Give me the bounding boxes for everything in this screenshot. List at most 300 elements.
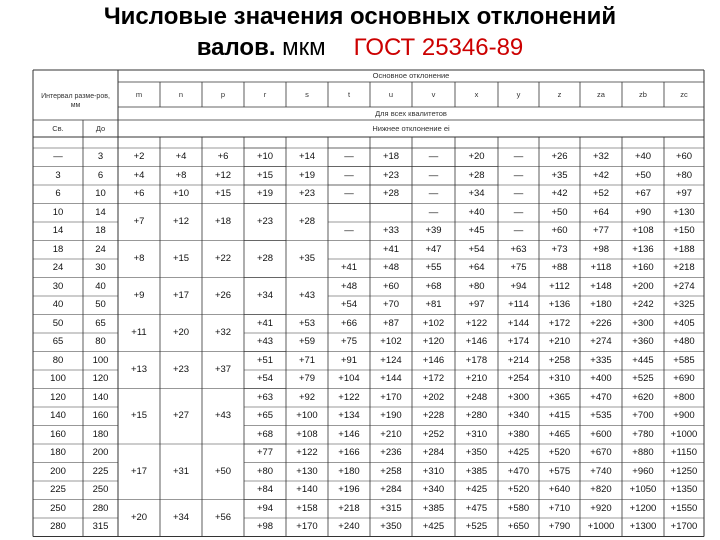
value-z: +640 (548, 484, 571, 496)
value-zb: +1200 (629, 502, 657, 514)
value-x: +425 (465, 484, 488, 496)
value-u: +60 (382, 280, 400, 292)
value-t: +75 (340, 336, 358, 348)
value-t: +54 (340, 299, 358, 311)
value-zc: +800 (673, 391, 695, 403)
interval-to: 250 (92, 484, 109, 496)
value-zc: +150 (673, 225, 695, 237)
page-title: Числовые значения основных отклонений (103, 3, 617, 30)
interval-to: 280 (92, 502, 109, 514)
value-r: +98 (256, 521, 274, 533)
interval-to: 18 (95, 225, 106, 237)
interval-from: 180 (50, 447, 66, 459)
value-zb: +360 (632, 336, 654, 348)
value-zb: +90 (634, 206, 652, 218)
value-r: +65 (256, 410, 274, 422)
interval-from: 120 (50, 391, 66, 403)
value-za: +535 (590, 410, 612, 422)
value-zb: +445 (632, 354, 654, 366)
units-label: мкм (275, 34, 326, 61)
value-s: +14 (298, 151, 316, 163)
letter-header: s (305, 90, 309, 99)
lower-header: Нижнее отклонение ei (372, 123, 450, 133)
value-zb: +700 (632, 410, 654, 422)
value-n: +20 (172, 327, 190, 338)
value-m: +2 (133, 151, 145, 163)
value-p: +43 (214, 410, 232, 422)
value-u: +102 (380, 336, 402, 348)
value-y: +380 (507, 428, 530, 440)
value-t: +66 (340, 317, 358, 329)
value-x: +64 (468, 262, 485, 274)
value-zc: +1550 (670, 502, 698, 514)
value-u: +70 (382, 299, 400, 311)
value-y: +254 (507, 373, 530, 385)
value-v: — (428, 188, 439, 200)
value-za: +1000 (587, 521, 615, 533)
value-s: +130 (296, 465, 318, 477)
value-r: +54 (256, 373, 274, 385)
interval-to: 50 (95, 299, 106, 311)
value-s: +23 (298, 188, 316, 200)
value-v: +310 (422, 465, 445, 477)
interval-from: 140 (50, 410, 66, 422)
interval-to: 140 (92, 391, 109, 403)
value-v: — (428, 151, 439, 163)
interval-from: 30 (52, 280, 64, 292)
value-y: +114 (508, 299, 529, 311)
value-p: +32 (214, 327, 232, 338)
value-zc: +1350 (670, 484, 698, 496)
value-y: — (513, 206, 524, 218)
interval-to: 10 (95, 188, 106, 200)
letter-header: t (347, 90, 351, 99)
value-m: +8 (133, 253, 145, 264)
value-za: +32 (592, 151, 610, 163)
interval-from: 40 (52, 299, 64, 311)
value-y: +470 (507, 465, 530, 477)
letter-header: m (135, 90, 143, 99)
value-za: +470 (590, 391, 612, 403)
value-z: +112 (549, 280, 570, 292)
value-s: +28 (298, 216, 316, 227)
value-y: +63 (510, 243, 527, 255)
value-x: +350 (465, 447, 488, 459)
value-z: +520 (548, 447, 571, 459)
value-za: +670 (590, 447, 612, 459)
value-p: +50 (214, 465, 232, 477)
value-z: +258 (548, 354, 571, 366)
value-t: +122 (338, 391, 360, 403)
value-zb: +40 (634, 151, 652, 163)
value-t: — (344, 188, 354, 200)
value-x: +280 (465, 410, 488, 422)
value-z: +50 (551, 206, 568, 218)
value-y: +520 (507, 484, 530, 496)
value-zb: +50 (634, 169, 652, 181)
interval-to: 200 (92, 447, 109, 459)
value-r: +15 (256, 169, 274, 181)
interval-from: 3 (55, 169, 61, 181)
interval-to: 3 (97, 151, 104, 163)
value-x: +54 (468, 243, 485, 255)
value-p: +15 (214, 188, 232, 200)
value-y: +650 (507, 521, 530, 533)
interval-to: 160 (92, 410, 109, 422)
value-zb: +1300 (629, 521, 657, 533)
value-m: +4 (133, 169, 145, 181)
value-zb: +620 (632, 391, 654, 403)
value-v: +81 (425, 299, 442, 311)
value-m: +11 (131, 327, 147, 338)
value-t: +218 (338, 502, 360, 514)
value-v: +202 (422, 391, 445, 403)
value-x: +40 (468, 206, 485, 218)
interval-from: 100 (50, 373, 66, 385)
value-zb: +780 (632, 428, 654, 440)
value-u: +170 (380, 391, 402, 403)
value-x: +34 (468, 188, 485, 200)
value-za: +274 (590, 336, 612, 348)
value-za: +920 (590, 502, 612, 514)
value-zb: +67 (634, 188, 652, 200)
value-s: +43 (298, 290, 316, 301)
value-p: +18 (214, 216, 232, 227)
value-zc: +218 (673, 262, 695, 274)
value-u: +315 (380, 502, 402, 514)
value-u: +48 (382, 262, 400, 274)
value-n: +23 (172, 364, 190, 375)
value-zc: +480 (673, 336, 695, 348)
letter-header: u (388, 90, 394, 99)
value-v: +252 (422, 428, 445, 440)
value-u: +190 (380, 410, 402, 422)
value-p: +37 (214, 364, 232, 375)
value-y: +174 (507, 336, 530, 348)
interval-to: 80 (95, 336, 106, 348)
interval-from: 200 (50, 465, 66, 477)
value-z: +365 (548, 391, 571, 403)
value-za: +42 (592, 169, 610, 181)
value-z: +710 (548, 502, 571, 514)
value-z: +35 (551, 169, 568, 181)
value-z: +210 (548, 336, 571, 348)
interval-from: 14 (52, 225, 64, 237)
value-r: +19 (256, 188, 274, 200)
value-n: +34 (172, 512, 190, 523)
value-r: +84 (256, 484, 274, 496)
value-zb: +525 (632, 373, 654, 385)
value-x: +28 (468, 169, 485, 181)
letter-header: y (516, 90, 521, 99)
value-z: +60 (551, 225, 568, 237)
interval-from: 250 (50, 502, 66, 514)
letter-header: r (263, 90, 267, 99)
value-z: +42 (551, 188, 568, 200)
value-s: +71 (298, 354, 316, 366)
value-s: +108 (296, 428, 318, 440)
value-x: +178 (465, 354, 488, 366)
value-za: +118 (590, 262, 612, 274)
value-y: — (513, 169, 524, 181)
value-r: +28 (256, 253, 274, 264)
value-m: +17 (130, 465, 148, 477)
value-n: +10 (172, 188, 190, 200)
value-t: +196 (338, 484, 360, 496)
value-u: +41 (382, 243, 400, 255)
letter-header: z (557, 90, 562, 99)
value-v: +228 (422, 410, 445, 422)
value-t: — (344, 169, 354, 181)
value-p: +6 (217, 151, 229, 163)
value-t: +146 (338, 428, 360, 440)
value-s: +100 (296, 410, 318, 422)
value-za: +77 (592, 225, 610, 237)
value-n: +17 (172, 290, 190, 301)
value-zc: +1250 (670, 465, 698, 477)
value-m: +15 (130, 410, 148, 422)
value-m: +20 (130, 512, 148, 523)
interval-from: 65 (52, 336, 64, 348)
value-r: +68 (256, 428, 274, 440)
value-s: +140 (296, 484, 318, 496)
letter-header: x (474, 90, 479, 99)
value-zc: +585 (673, 354, 695, 366)
value-r: +10 (256, 151, 274, 163)
value-y: +214 (507, 354, 530, 366)
value-s: +122 (296, 447, 318, 459)
value-z: +73 (551, 243, 568, 255)
value-x: +525 (465, 521, 488, 533)
value-zc: +97 (675, 188, 693, 200)
value-v: +120 (422, 336, 445, 348)
value-r: +94 (256, 502, 274, 514)
value-z: +575 (548, 465, 571, 477)
value-za: +226 (590, 317, 612, 329)
sub-header: Для всех квалитетов (375, 108, 447, 118)
value-zc: +130 (673, 206, 695, 218)
value-zc: +188 (673, 243, 695, 255)
interval-to: 120 (92, 373, 109, 385)
interval-to: 315 (92, 521, 109, 533)
value-v: +55 (425, 262, 442, 274)
interval-from: 10 (52, 206, 64, 218)
interval-to: 180 (92, 428, 109, 440)
value-x: +80 (468, 280, 485, 292)
value-y: +580 (507, 502, 530, 514)
value-u: +33 (382, 225, 400, 237)
value-u: +144 (380, 373, 402, 385)
interval-to: 225 (92, 465, 109, 477)
value-r: +51 (256, 354, 274, 366)
value-t: +104 (338, 373, 360, 385)
value-z: +790 (548, 521, 571, 533)
interval-from: — (53, 151, 63, 163)
letter-header: za (597, 90, 605, 99)
value-u: +23 (382, 169, 400, 181)
value-y: +340 (507, 410, 530, 422)
value-zc: +405 (673, 317, 695, 329)
value-zc: +900 (673, 410, 695, 422)
value-r: +63 (256, 391, 274, 403)
interval-to: 40 (95, 280, 106, 292)
value-s: +35 (298, 253, 316, 264)
value-zb: +108 (632, 225, 654, 237)
interval-from: 280 (50, 521, 66, 533)
value-x: +97 (468, 299, 485, 311)
value-v: +340 (422, 484, 445, 496)
value-v: +284 (422, 447, 445, 459)
interval-to: 6 (97, 169, 104, 181)
value-m: +6 (133, 188, 145, 200)
interval-to: 100 (92, 354, 109, 366)
value-n: +27 (172, 410, 190, 422)
value-y: — (513, 188, 524, 200)
page-subtitle (0, 33, 720, 63)
value-t: +166 (338, 447, 360, 459)
value-t: +240 (338, 521, 360, 533)
value-zb: +880 (632, 447, 654, 459)
value-x: +146 (465, 336, 488, 348)
value-t: +180 (338, 465, 360, 477)
value-v: +385 (422, 502, 445, 514)
letter-header: v (431, 90, 436, 99)
value-p: +12 (214, 169, 232, 181)
value-x: +310 (465, 428, 488, 440)
value-u: +236 (380, 447, 402, 459)
value-y: +300 (507, 391, 530, 403)
value-r: +41 (256, 317, 274, 329)
value-za: +335 (590, 354, 612, 366)
main-header: Основное отклонение (372, 71, 450, 80)
value-zc: +325 (673, 299, 695, 311)
value-v: +47 (425, 243, 442, 255)
value-y: +94 (510, 280, 527, 292)
value-m: +7 (133, 216, 145, 227)
letter-header: zb (639, 90, 647, 99)
value-n: +4 (175, 151, 187, 163)
value-v: +172 (422, 373, 445, 385)
value-za: +52 (592, 188, 610, 200)
value-za: +148 (590, 280, 612, 292)
col-header-to: До (95, 123, 106, 133)
value-m: +9 (133, 290, 145, 301)
value-s: +92 (298, 391, 316, 403)
value-za: +600 (590, 428, 612, 440)
value-za: +98 (592, 243, 610, 255)
col-header-from: Св. (52, 123, 64, 133)
interval-from: 6 (55, 188, 61, 200)
value-y: — (513, 225, 524, 237)
interval-from: 18 (52, 243, 64, 255)
value-s: +170 (296, 521, 318, 533)
value-t: — (344, 151, 354, 163)
value-t: +134 (338, 410, 360, 422)
value-p: +22 (214, 253, 232, 264)
value-zb: +136 (632, 243, 654, 255)
value-r: +23 (256, 216, 274, 227)
value-u: +210 (380, 428, 402, 440)
value-zb: +242 (632, 299, 654, 311)
value-zc: +1150 (671, 447, 697, 459)
value-z: +415 (548, 410, 571, 422)
value-v: +146 (422, 354, 445, 366)
subtitle-bold: валов. (196, 34, 276, 61)
value-u: +18 (382, 151, 400, 163)
value-t: +91 (340, 354, 358, 366)
value-za: +740 (590, 465, 612, 477)
gost-label: ГОСТ 25346-89 (353, 34, 524, 61)
interval-to: 24 (95, 243, 106, 255)
letter-header: n (178, 90, 184, 99)
value-p: +56 (214, 512, 232, 523)
value-zc: +1700 (670, 521, 698, 533)
value-zb: +1050 (629, 484, 657, 496)
value-zb: +960 (632, 465, 654, 477)
value-y: +144 (507, 317, 530, 329)
value-n: +8 (175, 169, 187, 181)
value-x: +248 (465, 391, 488, 403)
interval-from: 225 (50, 484, 66, 496)
interval-header: Интервал разме-ров, мм (41, 93, 110, 109)
value-s: +53 (298, 317, 316, 329)
value-za: +180 (590, 299, 612, 311)
letter-header: zc (680, 90, 688, 99)
value-s: +158 (296, 502, 318, 514)
value-zc: +690 (673, 373, 695, 385)
value-u: +284 (380, 484, 402, 496)
value-r: +77 (256, 447, 274, 459)
interval-from: 160 (50, 428, 66, 440)
value-z: +26 (551, 151, 568, 163)
interval-to: 14 (95, 206, 106, 218)
value-zb: +200 (632, 280, 654, 292)
value-zc: +1000 (670, 428, 698, 440)
value-n: +12 (172, 216, 190, 227)
value-n: +15 (172, 253, 190, 264)
value-zc: +60 (675, 151, 693, 163)
value-v: +68 (425, 280, 442, 292)
value-x: +475 (465, 502, 488, 514)
value-u: +350 (380, 521, 402, 533)
value-za: +820 (590, 484, 612, 496)
value-y: +75 (510, 262, 527, 274)
interval-to: 65 (95, 317, 106, 329)
value-z: +136 (548, 299, 571, 311)
value-m: +13 (130, 364, 148, 375)
value-s: +79 (298, 373, 316, 385)
letter-header: p (220, 90, 226, 99)
value-s: +59 (298, 336, 316, 348)
value-zb: +300 (632, 317, 654, 329)
value-y: +425 (507, 447, 530, 459)
value-u: +258 (380, 465, 402, 477)
interval-from: 80 (52, 354, 64, 366)
value-x: +45 (468, 225, 485, 237)
value-r: +34 (256, 290, 274, 301)
value-z: +88 (551, 262, 568, 274)
value-x: +210 (465, 373, 488, 385)
value-p: +26 (214, 290, 232, 301)
value-v: — (428, 206, 439, 218)
value-x: +385 (465, 465, 488, 477)
value-n: +31 (172, 465, 190, 477)
value-u: +87 (382, 317, 400, 329)
interval-from: 24 (52, 262, 64, 274)
value-t: — (344, 225, 354, 237)
value-za: +64 (592, 206, 610, 218)
value-z: +172 (548, 317, 571, 329)
